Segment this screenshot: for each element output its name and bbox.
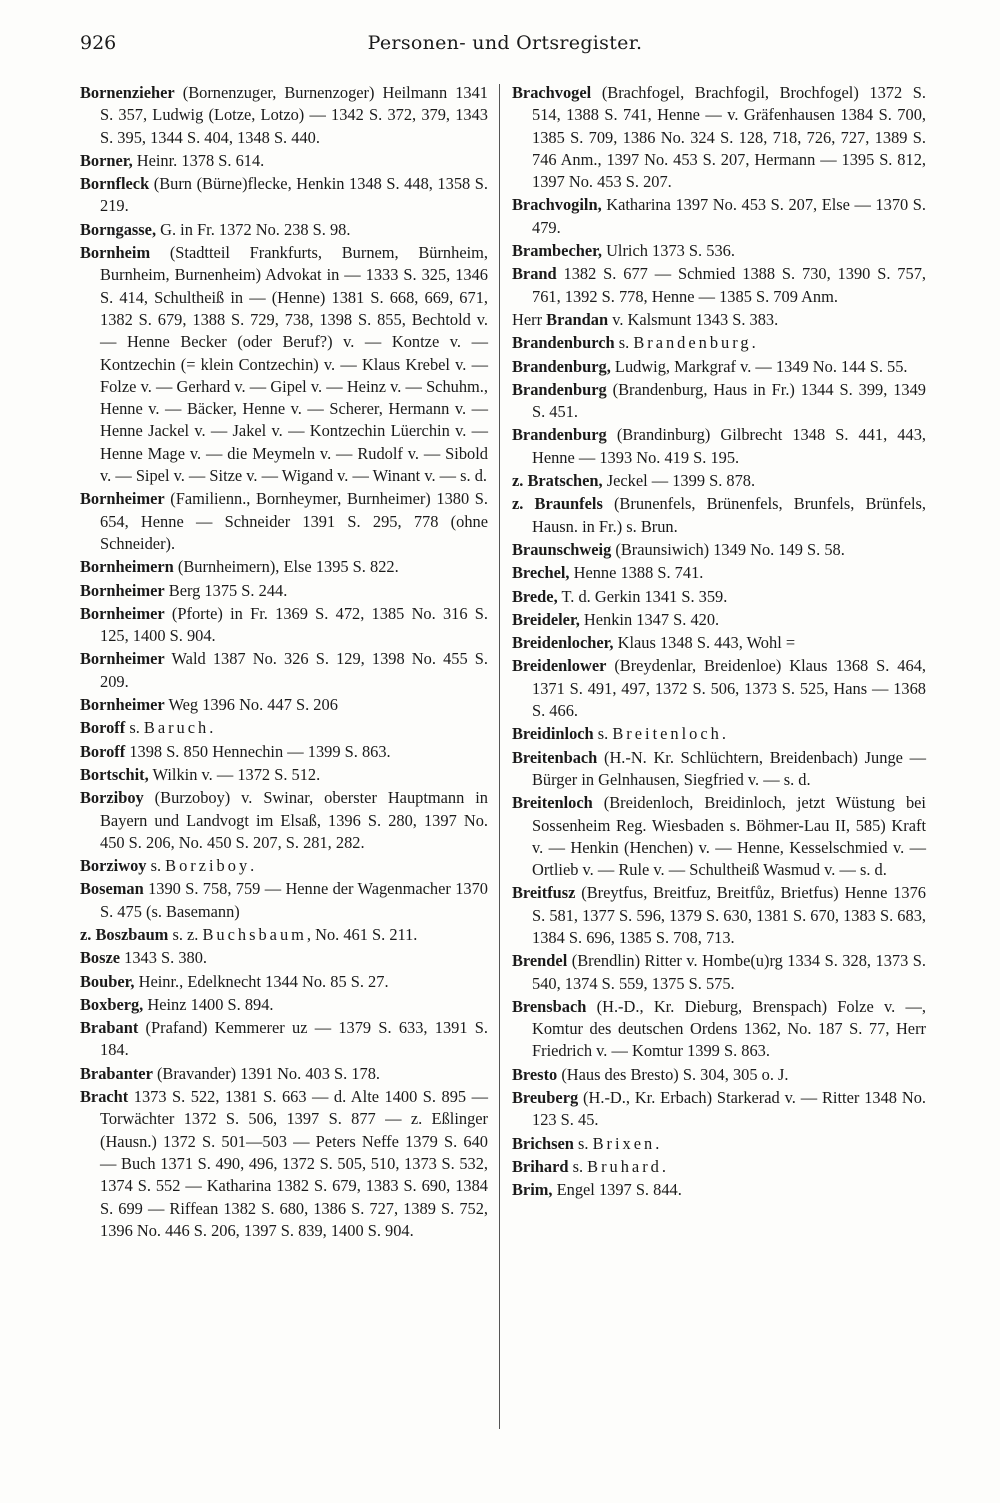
page-header: [80, 32, 930, 62]
entry-text: (Braunsiwich) 1349 No. 149 S. 58.: [611, 539, 845, 559]
index-entry: [80, 878, 488, 923]
entry-headword: Brensbach: [512, 996, 587, 1016]
entry-text: 1382 S. 677 — Schmied 1388 S. 730, 1390 S. 757, 761, 1392 S. 778, Henne — 1385 S. 709 Anm.: [532, 264, 926, 306]
cross-reference: Breitenloch: [612, 724, 722, 744]
cross-reference: Brandenburg: [633, 333, 752, 353]
index-entry: [512, 356, 926, 378]
entry-text: (Breydenlar, Breidenloe) Klaus 1368 S. 464, 1371 S. 491, 497, 1372 S. 506, 1373 S. 525, Hans — 1368 S. 466.: [532, 656, 926, 721]
entry-text: 1398 S. 850 Hennechin — 1399 S. 863.: [125, 741, 391, 761]
index-entry: [512, 470, 926, 492]
entry-text: (H.-D., Kr. Erbach) Starkerad v. — Ritter 1348 No. 123 S. 45.: [532, 1088, 926, 1130]
entry-headword: Bornheimern: [80, 557, 174, 577]
entry-headword: Bresto: [512, 1064, 558, 1084]
entry-headword: Breideler,: [512, 609, 580, 629]
entry-text: (Burnheimern), Else 1395 S. 822.: [173, 557, 399, 577]
entry-headword: Bouber,: [80, 971, 135, 991]
entry-headword: Bornenzieher: [80, 83, 175, 102]
entry-text: (Familienn., Bornheymer, Burnheimer) 1380 S. 654, Henne — Schneider 1391 S. 295, 778 (ohne Schneider).: [100, 489, 488, 553]
entry-text: s.: [593, 724, 613, 744]
index-entry: [512, 1087, 926, 1132]
index-entry: [80, 855, 488, 877]
entry-headword: Boxberg,: [80, 994, 144, 1014]
entry-headword: Bortschit,: [80, 764, 149, 784]
index-entry: [80, 994, 488, 1016]
entry-text: G. in Fr. 1372 No. 238 S. 98.: [156, 219, 351, 239]
running-title: Personen- und Ortsregister.: [367, 32, 643, 54]
entry-text: (Breidenloch, Breidinloch, jetzt Wüstung bei Sossenheim Reg. Wiesbaden s. Böhmer-Lau II, 585) Kraft v. — Henkin (Henchen) v. — Henne, Kesselschmied v. — Ortlieb v. — Rule v. — Schultheiß Wasmud v. — s. d.: [532, 793, 926, 880]
entry-headword: Brandenburch: [512, 333, 615, 353]
index-entry: [80, 242, 488, 487]
index-entry: [512, 263, 926, 308]
index-entry: [512, 950, 926, 995]
index-entry: [512, 1064, 926, 1086]
entry-text: Jeckel — 1399 S. 878.: [602, 471, 756, 491]
entry-text: 1390 S. 758, 759 — Henne der Wagenmacher 1370 S. 475 (s. Basemann): [100, 879, 488, 921]
entry-headword: Boroff: [80, 741, 126, 761]
entry-text: Weg 1396 No. 447 S. 206: [164, 695, 338, 715]
entry-text: Engel 1397 S. 844.: [552, 1180, 682, 1200]
entry-headword: Brichsen: [512, 1133, 574, 1153]
entry-headword: Brede,: [512, 586, 558, 606]
entry-text: s. z.: [168, 924, 203, 944]
entry-headword: Boroff: [80, 718, 126, 738]
index-entry: [80, 741, 488, 763]
entry-headword: Brambecher,: [512, 241, 602, 261]
index-entry: [512, 632, 926, 654]
entry-text: v. Kalsmunt 1343 S. 383.: [608, 309, 779, 329]
index-entry: [512, 1179, 926, 1201]
entry-tail: .: [751, 333, 756, 353]
entry-headword: Brendel: [512, 951, 568, 971]
entry-text: Klaus 1348 S. 443, Wohl =: [613, 633, 796, 653]
entry-tail: .: [661, 1156, 666, 1176]
index-entry: [80, 219, 488, 241]
entry-headword: Brim,: [512, 1180, 553, 1200]
index-entry: [512, 194, 926, 239]
index-entry: [512, 792, 926, 881]
entry-text: s.: [573, 1133, 593, 1153]
entry-text: 1343 S. 380.: [120, 948, 208, 968]
index-entry: [80, 947, 488, 969]
index-entry: [512, 1133, 926, 1155]
entry-text: (Pforte) in Fr. 1369 S. 472, 1385 No. 316 S. 125, 1400 S. 904.: [100, 603, 488, 646]
left-column: [80, 82, 488, 1243]
entry-tail: .: [209, 718, 214, 738]
index-entry: [512, 655, 926, 722]
index-entry: [512, 586, 926, 608]
index-entry: [512, 493, 926, 538]
index-entry: [80, 1017, 488, 1062]
entry-text: (Breytfus, Breitfuz, Breitfůz, Brietfus) Henne 1376 S. 581, 1377 S. 596, 1379 S. 630, 1381 S. 670, 1383 S. 683, 1384 S. 696, 1385 S. 708, 713.: [532, 883, 926, 947]
index-entry: [512, 996, 926, 1063]
entry-tail: .: [655, 1133, 660, 1153]
entry-text: (Brandinburg) Gilbrecht 1348 S. 441, 443, Henne — 1393 No. 419 S. 195.: [532, 425, 926, 467]
entry-headword: Brachvogiln,: [512, 195, 602, 215]
entry-text: (Brachfogel, Brachfogil, Brochfogel) 1372 S. 514, 1388 S. 741, Henne — v. Gräfenhausen 1384 S. 700, 1385 S. 709, 1386 No. 324 S. 128, 718, 726, 727, 1389 S. 746 Anm., 1397 No. 453 S. 207, Hermann — 1395 S. 812, 1397 No. 453 S. 207.: [532, 83, 926, 192]
entry-headword: Brandenburg: [512, 379, 607, 399]
right-column: [512, 82, 926, 1203]
index-entry: [80, 556, 488, 578]
cross-reference: Borziboy: [165, 856, 251, 876]
entry-text: (Brendlin) Ritter v. Hombe(u)rg 1334 S. 328, 1373 S. 540, 1374 S. 559, 1375 S. 575.: [532, 951, 926, 993]
entry-headword: Bornheimer: [80, 603, 165, 623]
entry-text: 1373 S. 522, 1381 S. 663 — d. Alte 1400 S. 895 — Torwächter 1372 S. 506, 1397 S. 877 — z. Eßlinger (Hausn.) 1372 S. 501—503 — Peters Neffe 1379 S. 640 — Buch 1371 S. 490, 496, 1372 S. 505, 510, 1373 S. 532, 1374 S. 552 — Katharina 1382 S. 679, 1383 S. 690, 1384 S. 699 — Riffean 1382 S. 680, 1386 S. 727, 1389 S. 752, 1396 No. 446 S. 206, 1397 S. 839, 1400 S. 904.: [100, 1087, 488, 1240]
entry-headword: Breitenloch: [512, 793, 593, 813]
entry-tail: .: [721, 724, 726, 744]
index-entry: [512, 723, 926, 745]
index-entry: [80, 603, 488, 648]
entry-text: Berg 1375 S. 244.: [164, 580, 288, 600]
entry-headword: Borner,: [80, 150, 133, 170]
entry-headword: Breidinloch: [512, 724, 594, 744]
index-entry: [80, 648, 488, 693]
entry-headword: Bosze: [80, 948, 121, 968]
cross-reference: Brixen: [592, 1133, 656, 1153]
index-entry: [80, 717, 488, 739]
entry-text: Ulrich 1373 S. 536.: [601, 241, 735, 261]
index-entry: [512, 379, 926, 424]
entry-headword: Boseman: [80, 879, 144, 899]
index-entry: [80, 764, 488, 786]
entry-text: s.: [568, 1156, 588, 1176]
entry-text: (Bravander) 1391 No. 403 S. 178.: [152, 1063, 380, 1083]
index-entry: [512, 562, 926, 584]
entry-headword: Breuberg: [512, 1088, 579, 1108]
index-entry: [512, 424, 926, 469]
entry-headword: Breitenbach: [512, 747, 598, 767]
entry-headword: Brabanter: [80, 1063, 153, 1083]
entry-text: Heinr. 1378 S. 614.: [132, 150, 265, 170]
entry-text: Wald 1387 No. 326 S. 129, 1398 No. 455 S. 209.: [100, 649, 488, 691]
entry-tail: .: [250, 856, 255, 876]
entry-headword: Bornheimer: [80, 649, 165, 669]
entry-text: T. d. Gerkin 1341 S. 359.: [557, 586, 728, 606]
index-entry: [80, 488, 488, 555]
entry-headword: z. Boszbaum: [80, 924, 169, 944]
entry-text: (Brandenburg, Haus in Fr.) 1344 S. 399, 1349 S. 451.: [532, 379, 926, 422]
entry-headword: Brachvogel: [512, 83, 592, 102]
entry-headword: Brandan: [546, 309, 609, 329]
entry-text: Henne 1388 S. 741.: [569, 563, 704, 583]
page-number: 926: [80, 32, 117, 54]
index-entry: [80, 1086, 488, 1242]
index-entry: [512, 309, 926, 331]
index-entry: [512, 747, 926, 792]
index-entry: [80, 82, 488, 149]
entry-headword: Borngasse,: [80, 219, 157, 239]
entry-text: (Burzoboy) v. Swinar, oberster Hauptmann in Bayern und Landvogt im Elsaß, 1396 S. 280, 1397 No. 450 S. 206, No. 450 S. 207, S. 281, 282.: [100, 788, 488, 852]
index-entry: [80, 787, 488, 854]
index-entry: [80, 924, 488, 946]
column-divider: [499, 84, 500, 1429]
entry-headword: Borziboy: [80, 788, 144, 808]
entry-text: (H.-D., Kr. Dieburg, Brenspach) Folze v. —, Komtur des deutschen Ordens 1362, No. 187 S. 77, Herr Friedrich v. — Komtur 1399 S. 863.: [532, 996, 926, 1061]
index-entry: [512, 609, 926, 631]
index-entry: [512, 240, 926, 262]
index-entry: [512, 1156, 926, 1178]
entry-text: (Prafand) Kemmerer uz — 1379 S. 633, 1391 S. 184.: [100, 1018, 488, 1060]
cross-reference: Buchsbaum: [202, 924, 307, 944]
entry-headword: Breidenlower: [512, 656, 607, 676]
entry-text: Henkin 1347 S. 420.: [579, 609, 720, 629]
entry-headword: Bornheim: [80, 243, 151, 263]
entry-headword: Bornfleck: [80, 174, 150, 194]
entry-text: (Haus des Bresto) S. 304, 305 o. J.: [557, 1064, 789, 1084]
entry-text: Heinz 1400 S. 894.: [143, 994, 274, 1014]
index-entry: [80, 971, 488, 993]
entry-headword: Bornheimer: [80, 695, 165, 715]
index-entry: [512, 539, 926, 561]
entry-headword: Bornheimer: [80, 580, 165, 600]
entry-headword: Bornheimer: [80, 489, 165, 509]
entry-headword: Breitfusz: [512, 883, 576, 903]
entry-text: s.: [125, 718, 144, 738]
entry-headword: Borziwoy: [80, 856, 147, 876]
index-entry: [512, 82, 926, 193]
entry-text: (Bornenzuger, Burnenzoger) Heilmann 1341 S. 357, Ludwig (Lotze, Lotzo) — 1342 S. 372, 379, 1343 S. 395, 1344 S. 404, 1348 S. 440.: [100, 83, 488, 147]
index-entry: [80, 694, 488, 716]
entry-text: s.: [614, 333, 634, 353]
index-entry: [80, 173, 488, 218]
entry-headword: Bracht: [80, 1087, 129, 1107]
entry-headword: Brechel,: [512, 563, 570, 583]
index-entry: [80, 580, 488, 602]
entry-text: (Brunenfels, Brünenfels, Brunfels, Brünfels, Hausn. in Fr.) s. Brun.: [532, 494, 926, 536]
entry-headword: z. Braunfels: [512, 494, 603, 514]
cross-reference: Baruch: [143, 718, 210, 738]
entry-text: (Stadtteil Frankfurts, Burnem, Bürnheim, Burnheim, Burnenheim) Advokat in — 1333 S. 325, 1346 S. 414, Schultheiß in — (Henne) 1381 S. 668, 669, 671, 1382 S. 679, 1388 S. 729, 738, 1398 S. 855, Bechtold v. — Henne Becker (oder Beruf?) v. — Kontze v. — Kontzechin (= klein Contzechin) v. — Klaus Krebel v. — Folze v. — Gerhard v. — Gipel v. — Heinz v. — Schuhm., Henne v. — Bäcker, Henne v. — Scherer, Hermann v. — Henne Jackel v. — Jakel v. — Kontzechin Lüerchin v. — Henne Mage v. — die Meymeln v. — Rudolf v. — Sibold v. — Sipel v. — Sitze v. — Wigand v. — Winant v. — s. d.: [100, 243, 488, 486]
entry-headword: Brandenburg: [512, 425, 607, 445]
index-entry: [512, 332, 926, 354]
entry-text: Heinr., Edelknecht 1344 No. 85 S. 27.: [134, 971, 389, 991]
entry-text: s.: [146, 856, 166, 876]
entry-text: (Burn (Bürne)flecke, Henkin 1348 S. 448, 1358 S. 219.: [100, 174, 488, 216]
index-entry: [512, 882, 926, 949]
entry-headword: Braunschweig: [512, 539, 612, 559]
entry-prefix: Herr: [512, 309, 547, 329]
entry-tail: , No. 461 S. 211.: [306, 924, 418, 944]
entry-text: (H.-N. Kr. Schlüchtern, Breidenbach) Junge — Bürger in Gelnhausen, Siegfried v. — s. d.: [532, 747, 926, 789]
entry-text: Katharina 1397 No. 453 S. 207, Else — 1370 S. 479.: [532, 195, 926, 237]
index-entry: [80, 150, 488, 172]
cross-reference: Bruhard: [587, 1156, 662, 1176]
entry-headword: Brandenburg,: [512, 356, 611, 376]
entry-headword: Brabant: [80, 1018, 139, 1038]
entry-text: Ludwig, Markgraf v. — 1349 No. 144 S. 55.: [610, 356, 908, 376]
entry-headword: Brihard: [512, 1156, 569, 1176]
entry-headword: Brand: [512, 264, 557, 284]
entry-text: Wilkin v. — 1372 S. 512.: [148, 764, 321, 784]
index-entry: [80, 1063, 488, 1085]
entry-headword: z. Bratschen,: [512, 471, 603, 491]
entry-headword: Breidenlocher,: [512, 633, 614, 653]
